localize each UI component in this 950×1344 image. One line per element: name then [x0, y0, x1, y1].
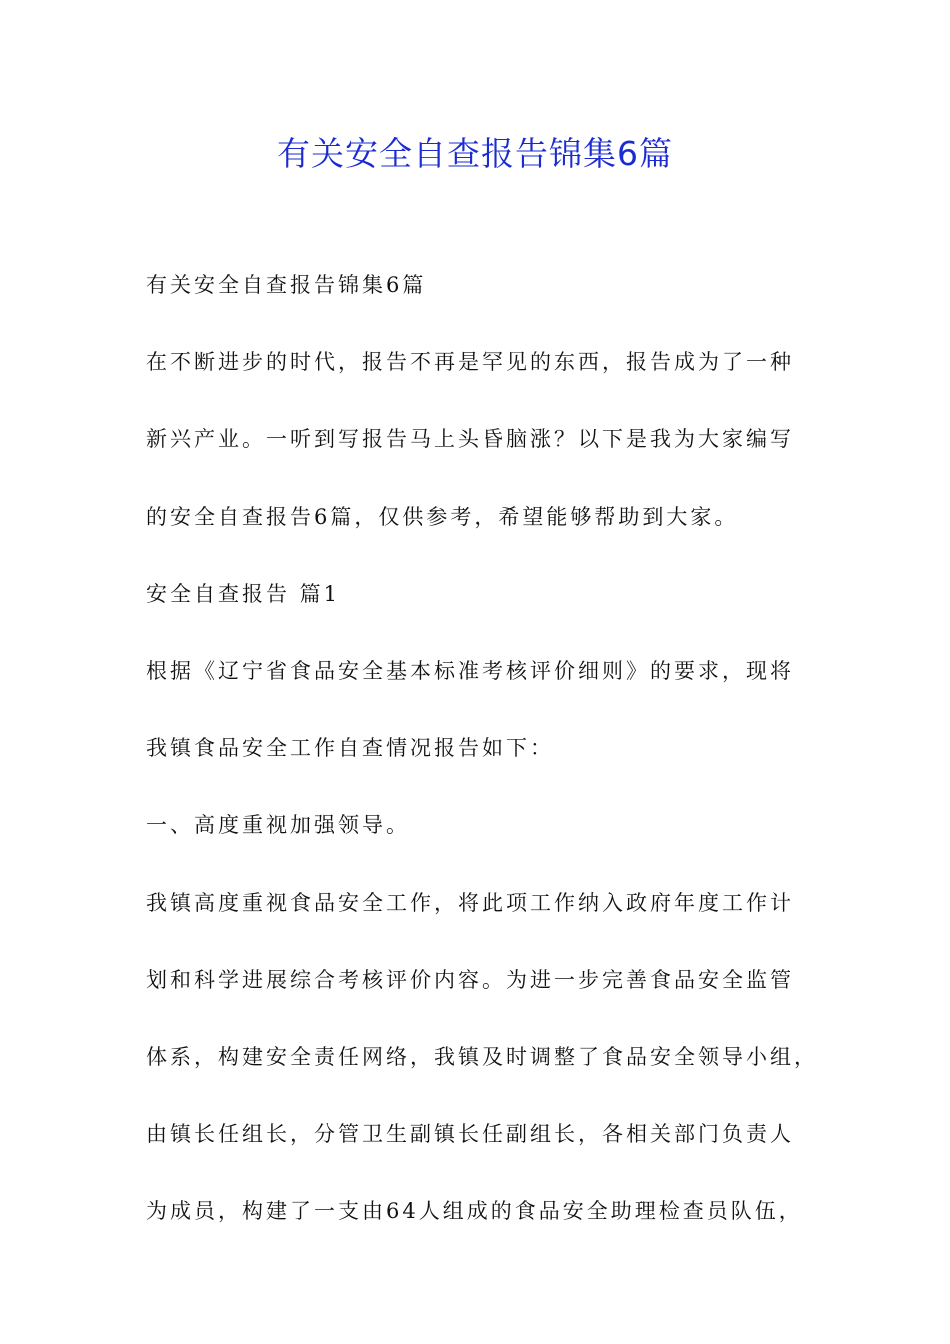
document-title: 有关安全自查报告锦集6篇 — [277, 134, 673, 173]
paragraph-line: 划和科学进展综合考核评价内容。为进一步完善食品安全监管 — [146, 967, 794, 992]
section-heading: 安全自查报告 篇1 — [146, 581, 341, 606]
paragraph-line: 体系，构建安全责任网络，我镇及时调整了食品安全领导小组， — [146, 1044, 818, 1069]
paragraph-line: 的安全自查报告6篇，仅供参考，希望能够帮助到大家。 — [146, 504, 739, 529]
paragraph-line: 根据《辽宁省食品安全基本标准考核评价细则》的要求，现将 — [146, 658, 794, 683]
paragraph-line: 在不断进步的时代，报告不再是罕见的东西，报告成为了一种 — [146, 350, 794, 375]
paragraph-line: 为成员，构建了一支由64人组成的食品安全助理检查员队伍， — [146, 1199, 803, 1224]
paragraph-line: 由镇长任组长，分管卫生副镇长任副组长，各相关部门负责人 — [146, 1122, 794, 1147]
paragraph-line: 我镇高度重视食品安全工作，将此项工作纳入政府年度工作计 — [146, 890, 794, 915]
paragraph-line: 我镇食品安全工作自查情况报告如下： — [146, 736, 554, 761]
subsection-heading: 一、高度重视加强领导。 — [146, 813, 410, 838]
document-body — [146, 265, 818, 1268]
paragraph-line: 新兴产业。一听到写报告马上头昏脑涨？以下是我为大家编写 — [146, 427, 794, 452]
subtitle-line: 有关安全自查报告锦集6篇 — [146, 273, 427, 297]
